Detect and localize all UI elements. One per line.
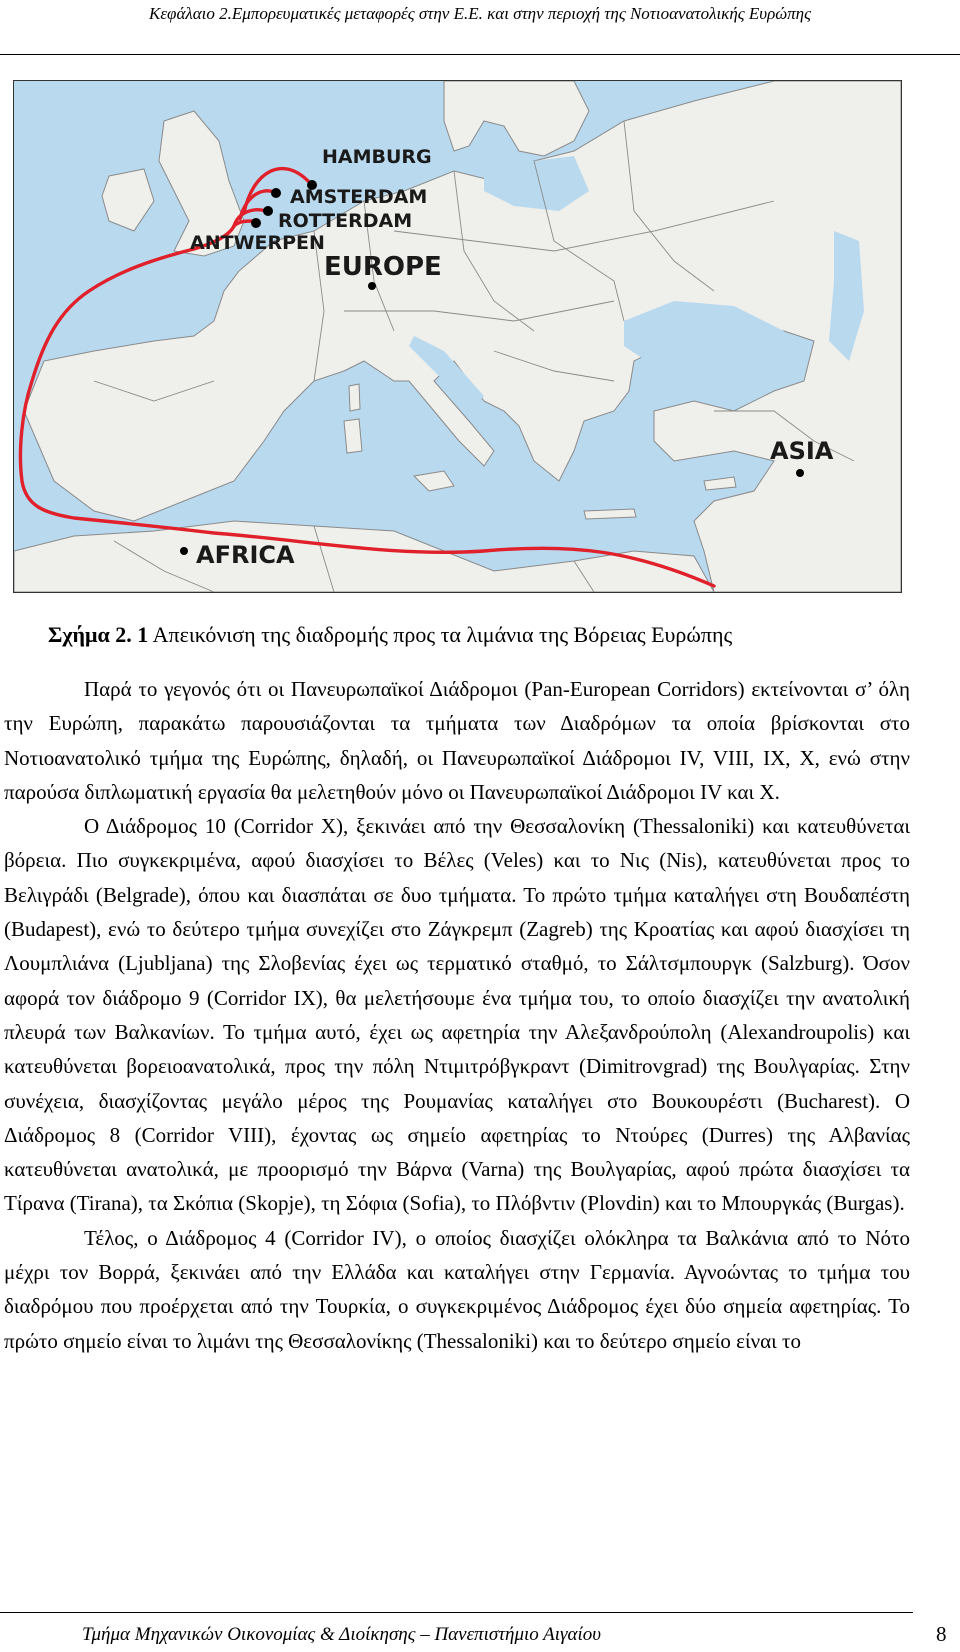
- label-antwerpen: ANTWERPEN: [190, 232, 325, 254]
- land-sardinia: [344, 419, 362, 453]
- land-crete: [584, 509, 636, 519]
- label-hamburg: HAMBURG: [322, 146, 432, 168]
- label-africa: AFRICA: [196, 541, 295, 569]
- paragraph-1: Παρά το γεγονός ότι οι Πανευρωπαϊκοί Διάδρομοι (Pan-European Corridors) εκτείνονται σ’ όλη την Ευρώπη, παρακάτω παρουσιάζονται τα τμήματα των Διαδρόμων τα οποία βρίσκονται στο Νοτιοανατολικό τμήμα της Ευρώπης, δηλαδή, οι Πανευρωπαϊκοί Διάδρομοι IV, VIII, IX, X, ενώ στην παρούσα διπλωματική εργασία θα μελετηθούν μόνο οι Πανευρωπαϊκοί Διάδρομοι IV και X.: [4, 677, 910, 804]
- dot-antwerpen: [251, 218, 261, 228]
- label-asia: ASIA: [770, 437, 834, 465]
- route-map-figure: [13, 80, 902, 593]
- page-number: 8: [936, 1622, 947, 1646]
- route-map: [14, 81, 901, 592]
- footer-text: Τμήμα Μηχανικών Οικονομίας & Διοίκησης – Πανεπιστήμιο Αιγαίου: [82, 1624, 602, 1645]
- dot-rotterdam: [263, 206, 273, 216]
- body-text: [4, 672, 910, 1358]
- figure-caption-label: Σχήμα 2. 1: [48, 622, 149, 647]
- figure-caption: [48, 622, 732, 648]
- figure-caption-text: Απεικόνιση της διαδρομής προς τα λιμάνια της Βόρειας Ευρώπης: [148, 622, 733, 647]
- dot-europe: [368, 282, 376, 290]
- dot-amsterdam: [271, 188, 281, 198]
- running-title: Κεφάλαιο 2.Εμπορευματικές μεταφορές στην Ε.Ε. και στην περιοχή της Νοτιοανατολικής Ευρώπης: [149, 4, 811, 23]
- land-corsica: [349, 384, 360, 411]
- label-amsterdam: AMSTERDAM: [290, 186, 428, 208]
- land-scandinavia: [444, 81, 589, 156]
- paragraph-2: Ο Διάδρομος 10 (Corridor X), ξεκινάει από την Θεσσαλονίκη (Thessaloniki) και κατευθύνεται βόρεια. Πιο συγκεκριμένα, αφού διασχίσει το Βέλες (Veles) και το Νις (Nis), κατευθύνεται προς το Βελιγράδι (Belgrade), όπου και διασπάται σε δυο τμήματα. Το πρώτο τμήμα καταλήγει στη Βουδαπέστη (Budapest), ενώ το δεύτερο τμήμα συνεχίζει στο Ζάγκρεμπ (Zagreb) της Κροατίας και αφού διασχίσει τη Λουμπλιάνα (Ljubljana) της Σλοβενίας έχει ως τερματικό σταθμό, το Σάλτσμπουργκ (Salzburg). Όσον αφορά τον διάδρομο 9 (Corridor IX), θα μελετήσουμε ένα τμήμα του, το οποίο διασχίζει την ανατολική πλευρά των Βαλκανίων. Το τμήμα αυτό, έχει ως αφετηρία την Αλεξανδρούπολη (Alexandroupolis) και κατευθύνεται βορειοανατολικά, προς την πόλη Ντιμιτρόβγκραντ (Dimitrovgrad) της Βουλγαρίας. Στην συνέχεια, διασχίζοντας μεγάλο μέρος της Ρουμανίας καταλήγει στο Βουκουρέστι (Bucharest). Ο Διάδρομος 8 (Corridor VIII), έχοντας ως σημείο αφετηρίας το Ντούρες (Durres) της Αλβανίας κατευθύνεται ανατολικά, με προορισμό την Βάρνα (Varna) της Βουλγαρίας, αφού πρώτα διασχίσει τα Τίρανα (Tirana), τα Σκόπια (Skopje), τη Σόφια (Sofia), το Πλόβντιν (Plovdin) και το Μπουργκάς (Burgas).: [4, 814, 910, 1216]
- label-rotterdam: ROTTERDAM: [278, 210, 413, 232]
- label-europe: EUROPE: [324, 252, 442, 282]
- running-header: [0, 0, 960, 55]
- paragraph-3: Τέλος, ο Διάδρομος 4 (Corridor IV), ο οποίος διασχίζει ολόκληρα τα Βαλκάνια από το Νότο μέχρι τον Βορρά, ξεκινάει από την Ελλάδα και καταλήγει στην Γερμανία. Αγνοώντας το τμήμα του διαδρόμου που προέρχεται από την Τουρκία, ο συγκεκριμένος Διάδρομος έχει δύο σημεία αφετηρίας. Το πρώτο σημείο είναι το λιμάνι της Θεσσαλονίκης (Thessaloniki) και το δεύτερο σημείο είναι το: [4, 1225, 910, 1353]
- dot-asia: [796, 469, 804, 477]
- footer-rule: [0, 1612, 913, 1613]
- dot-africa: [180, 547, 188, 555]
